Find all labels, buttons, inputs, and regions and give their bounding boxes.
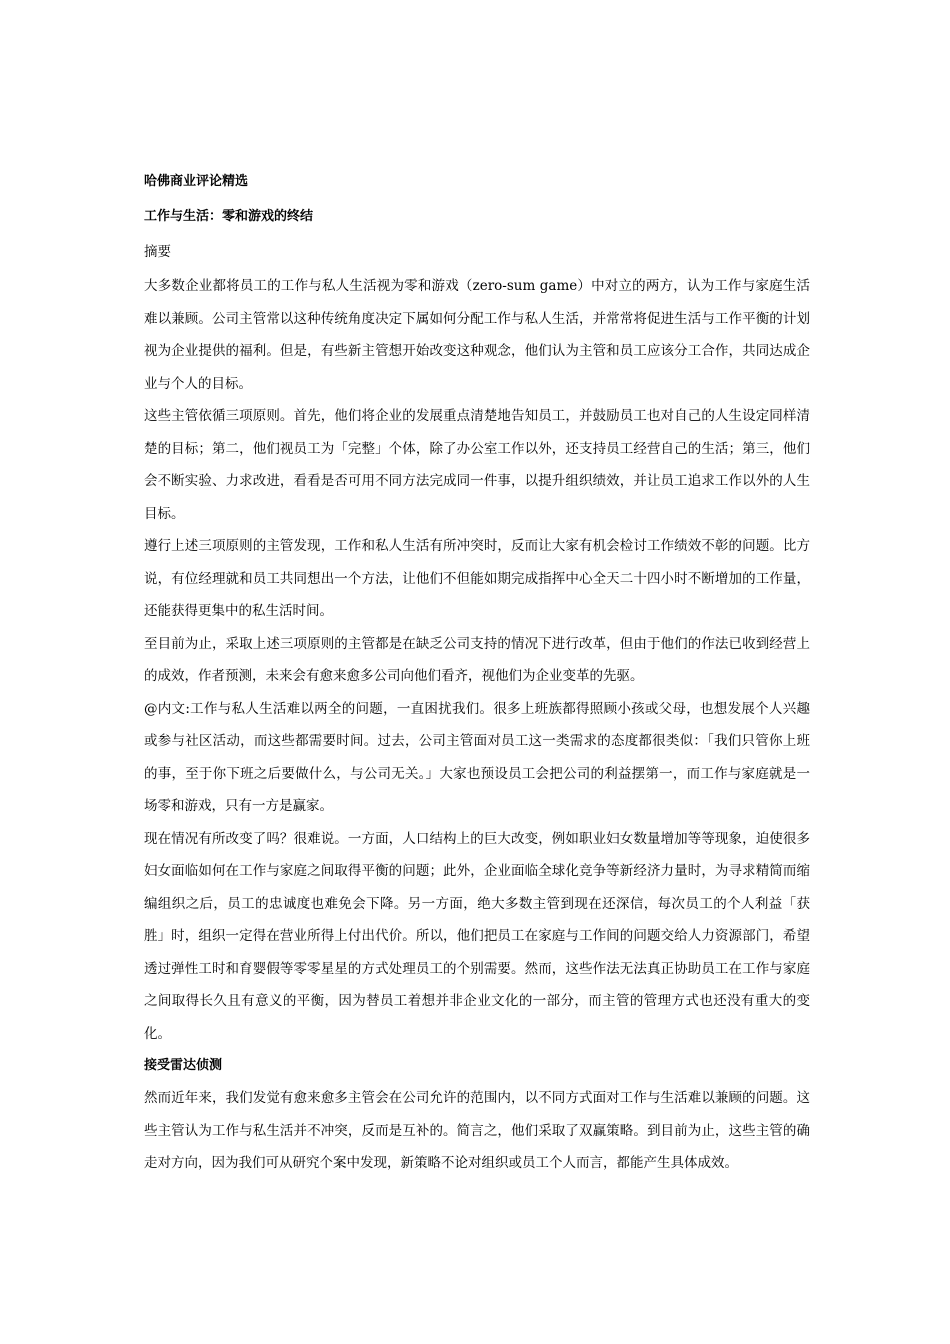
abstract-paragraph-1: 大多数企业都将员工的工作与私人生活视为零和游戏（zero-sum game）中对立的两方，认为工作与家庭生活难以兼顾。公司主管常以这种传统角度决定下属如何分配工作与私人生活，并常常将促进生活与工作平衡的计划视为企业提供的福利。但是，有些新主管想开始改变这种观念，他们认为主管和员工应该分工合作，共同达成企业与个人的目标。 bbox=[144, 278, 810, 392]
abstract-paragraph-3: 遵行上述三项原则的主管发现，工作和私人生活有所冲突时，反而让大家有机会检讨工作绩效不彰的问题。比方说，有位经理就和员工共同想出一个方法，让他们不但能如期完成指挥中心全天二十四小时不断增加的工作量，还能获得更集中的私生活时间。 bbox=[144, 538, 810, 619]
article-title: 工作与生活：零和游戏的终结 bbox=[144, 209, 314, 224]
section-paragraph-1: 然而近年来，我们发觉有愈来愈多主管会在公司允许的范围内，以不同方式面对工作与生活难以兼顾的问题。这些主管认为工作与私生活并不冲突，反而是互补的。简言之，他们采取了双赢策略。到目前为止，这些主管的确走对方向，因为我们可从研究个案中发现，新策略不论对组织或员工个人而言，都能产生具体成效。 bbox=[144, 1090, 810, 1171]
section-heading: 接受雷达侦测 bbox=[144, 1058, 223, 1073]
abstract-paragraph-2: 这些主管依循三项原则。首先，他们将企业的发展重点清楚地告知员工，并鼓励员工也对自己的人生设定同样清楚的目标；第二，他们视员工为「完整」个体，除了办公室工作以外，还支持员工经营自己的生活；第三，他们会不断实验、力求改进，看看是否可用不同方法完成同一件事，以提升组织绩效，并让员工追求工作以外的人生目标。 bbox=[144, 408, 810, 522]
document-page bbox=[144, 172, 810, 1180]
abstract-label: 摘要 bbox=[144, 244, 171, 260]
publication-title: 哈佛商业评论精选 bbox=[144, 174, 249, 189]
abstract-paragraph-4: 至目前为止，采取上述三项原则的主管都是在缺乏公司支持的情况下进行改革，但由于他们的作法已收到经营上的成效，作者预测，未来会有愈来愈多公司向他们看齐，视他们为企业变革的先驱。 bbox=[144, 635, 810, 684]
body-paragraph-1: @内文:工作与私人生活难以两全的问题，一直困扰我们。很多上班族都得照顾小孩或父母，也想发展个人兴趣或参与社区活动，而这些都需要时间。过去，公司主管面对员工这一类需求的态度都很类似：「我们只管你上班的事，至于你下班之后要做什么，与公司无关。」大家也预设员工会把公司的利益摆第一，而工作与家庭就是一场零和游戏，只有一方是赢家。 bbox=[144, 700, 810, 814]
body-paragraph-2: 现在情况有所改变了吗？很难说。一方面，人口结构上的巨大改变，例如职业妇女数量增加等等现象，迫使很多妇女面临如何在工作与家庭之间取得平衡的问题；此外，企业面临全球化竞争等新经济力量时，为寻求精简而缩编组织之后，员工的忠诚度也难免会下降。另一方面，绝大多数主管到现在还深信，每次员工的个人利益「获胜」时，组织一定得在营业所得上付出代价。所以，他们把员工在家庭与工作间的问题交给人力资源部门，希望透过弹性工时和育婴假等零零星星的方式处理员工的个别需要。然而，这些作法无法真正协助员工在工作与家庭之间取得长久且有意义的平衡，因为替员工着想并非企业文化的一部分，而主管的管理方式也还没有重大的变化。 bbox=[144, 830, 810, 1042]
